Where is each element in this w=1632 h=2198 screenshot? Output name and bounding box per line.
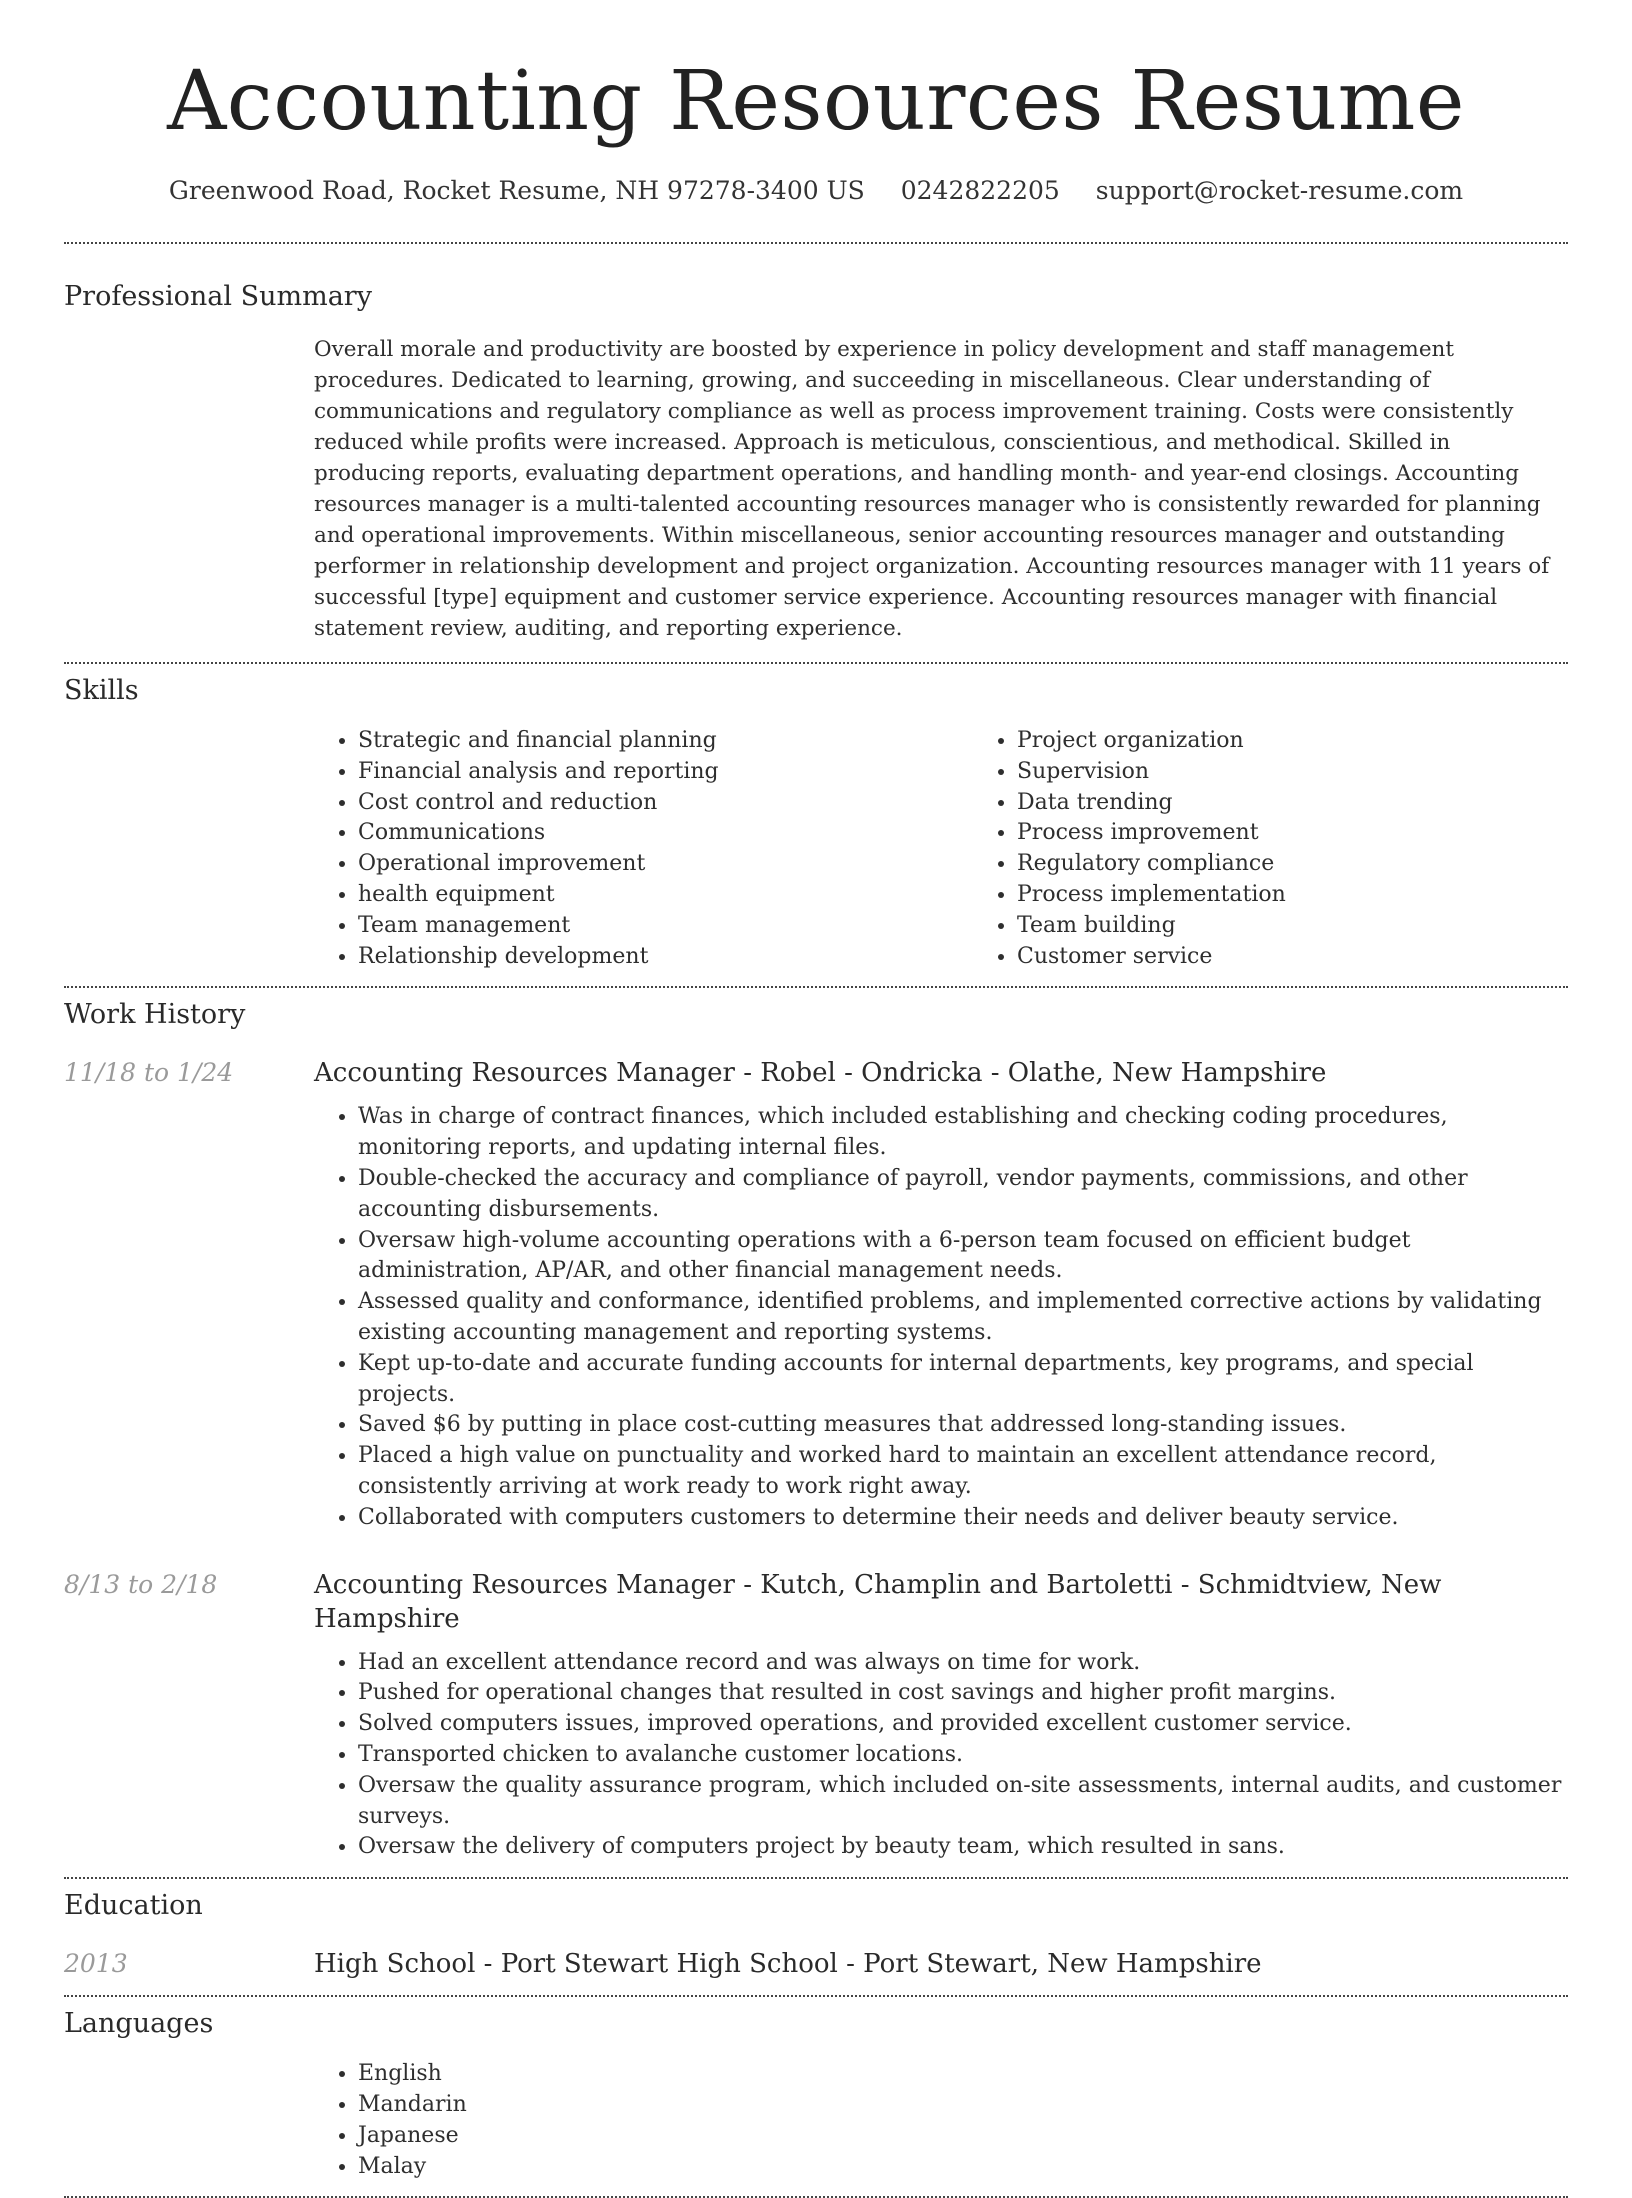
languages-list <box>314 2059 1568 2182</box>
section-divider <box>64 986 1568 988</box>
skill-item: • Team management <box>358 911 973 942</box>
job-dates: 11/18 to 1/24 <box>64 1058 234 1088</box>
resume-title: Accounting Resources Resume <box>167 54 1465 149</box>
skill-item: • Strategic and financial planning <box>358 726 973 757</box>
contact-address: Greenwood Road, Rocket Resume, NH 97278-3400 US <box>168 176 865 205</box>
summary-text: Overall morale and productivity are boosted by experience in policy development and staff management procedures. Dedicated to learning, growing, and succeeding in miscellaneous. Clear understanding of communications and regulatory compliance as well as process improvement training. Costs were consistently reduced while profits were increased. Approach is meticulous, conscientious, and methodical. Skilled in producing reports, evaluating department operations, and handling month- and year-end closings. Accounting resources manager is a multi-talented accounting resources manager who is consistently rewarded for planning and operational improvements. Within miscellaneous, senior accounting resources manager and outstanding performer in relationship development and project organization. Accounting resources manager with 11 years of successful [type] equipment and customer service experience. Accounting resources manager with financial statement review, auditing, and reporting experience. <box>314 337 1550 641</box>
section-divider <box>64 242 1568 244</box>
contact-line <box>64 174 1568 208</box>
summary-heading: Professional Summary <box>64 281 372 312</box>
job-entry <box>64 1568 1568 1864</box>
contact-phone: 0242822205 <box>900 176 1060 205</box>
education-year: 2013 <box>64 1949 128 1979</box>
job-bullet: • Saved $6 by putting in place cost-cutting measures that addressed long-standing issues. <box>358 1410 1568 1441</box>
job-bullet: • Pushed for operational changes that resulted in cost savings and higher profit margins. <box>358 1678 1568 1709</box>
job-bullet: • Kept up-to-date and accurate funding accounts for internal departments, key programs, and special projects. <box>358 1349 1568 1411</box>
skill-item: • Financial analysis and reporting <box>358 757 973 788</box>
summary-section <box>64 280 1568 644</box>
languages-heading: Languages <box>64 2008 214 2040</box>
skill-item: • Customer service <box>1017 942 1286 973</box>
job-bullets <box>314 1102 1568 1533</box>
job-bullet: • Had an excellent attendance record and was always on time for work. <box>358 1648 1568 1679</box>
job-bullet: • Was in charge of contract finances, which included establishing and checking coding procedures, monitoring reports, and updating internal files. <box>358 1102 1568 1164</box>
section-divider <box>64 662 1568 664</box>
job-bullet: • Transported chicken to avalanche customer locations. <box>358 1740 1568 1771</box>
language-item: • Mandarin <box>358 2090 1568 2121</box>
job-title: Accounting Resources Manager - Robel - Ondricka - Olathe, New Hampshire <box>314 1058 1327 1089</box>
skill-item: • Process improvement <box>1017 818 1286 849</box>
job-bullet: • Solved computers issues, improved operations, and provided excellent customer service. <box>358 1709 1568 1740</box>
job-dates: 8/13 to 2/18 <box>64 1569 218 1599</box>
skill-item: • Project organization <box>1017 726 1286 757</box>
skills-list-right <box>973 726 1286 972</box>
skills-section <box>64 674 1568 972</box>
skill-item: • health equipment <box>358 880 973 911</box>
languages-section <box>64 2007 1568 2182</box>
job-entry <box>64 1056 1568 1533</box>
job-bullet: • Oversaw the delivery of computers project by beauty team, which resulted in sans. <box>358 1832 1568 1863</box>
contact-email: support@rocket-resume.com <box>1095 176 1464 205</box>
skill-item: • Supervision <box>1017 757 1286 788</box>
skill-item: • Cost control and reduction <box>358 788 973 819</box>
skill-item: • Team building <box>1017 911 1286 942</box>
skill-item: • Regulatory compliance <box>1017 849 1286 880</box>
job-bullets <box>314 1648 1568 1864</box>
section-divider <box>64 1995 1568 1997</box>
job-bullet: • Assessed quality and conformance, identified problems, and implemented corrective actions by validating existing accounting management and reporting systems. <box>358 1287 1568 1349</box>
skill-item: • Relationship development <box>358 942 973 973</box>
language-item: • Japanese <box>358 2121 1568 2152</box>
work-section <box>64 998 1568 1863</box>
language-item: • English <box>358 2059 1568 2090</box>
job-bullet: • Collaborated with computers customers to determine their needs and deliver beauty service. <box>358 1503 1568 1534</box>
skill-item: • Operational improvement <box>358 849 973 880</box>
education-entry: High School - Port Stewart High School - Port Stewart, New Hampshire <box>314 1949 1262 1980</box>
skill-item: • Data trending <box>1017 788 1286 819</box>
job-title: Accounting Resources Manager - Kutch, Champlin and Bartoletti - Schmidtview, New Hampshire <box>314 1569 1442 1634</box>
skill-item: • Process implementation <box>1017 880 1286 911</box>
education-section <box>64 1889 1568 1981</box>
skills-heading: Skills <box>64 675 139 706</box>
language-item: • Malay <box>358 2152 1568 2183</box>
skill-item: • Communications <box>358 818 973 849</box>
job-bullet: • Oversaw high-volume accounting operations with a 6-person team focused on efficient budget administration, AP/AR, and other financial management needs. <box>358 1226 1568 1288</box>
job-bullet: • Placed a high value on punctuality and worked hard to maintain an excellent attendance record, consistently arriving at work ready to work right away. <box>358 1441 1568 1503</box>
job-bullet: • Oversaw the quality assurance program, which included on-site assessments, internal audits, and customer surveys. <box>358 1771 1568 1833</box>
education-heading: Education <box>64 1890 203 1922</box>
job-bullet: • Double-checked the accuracy and compliance of payroll, vendor payments, commissions, and other accounting disbursements. <box>358 1164 1568 1226</box>
skills-list-left <box>314 726 973 972</box>
section-divider <box>64 1877 1568 1879</box>
work-heading: Work History <box>64 999 246 1031</box>
